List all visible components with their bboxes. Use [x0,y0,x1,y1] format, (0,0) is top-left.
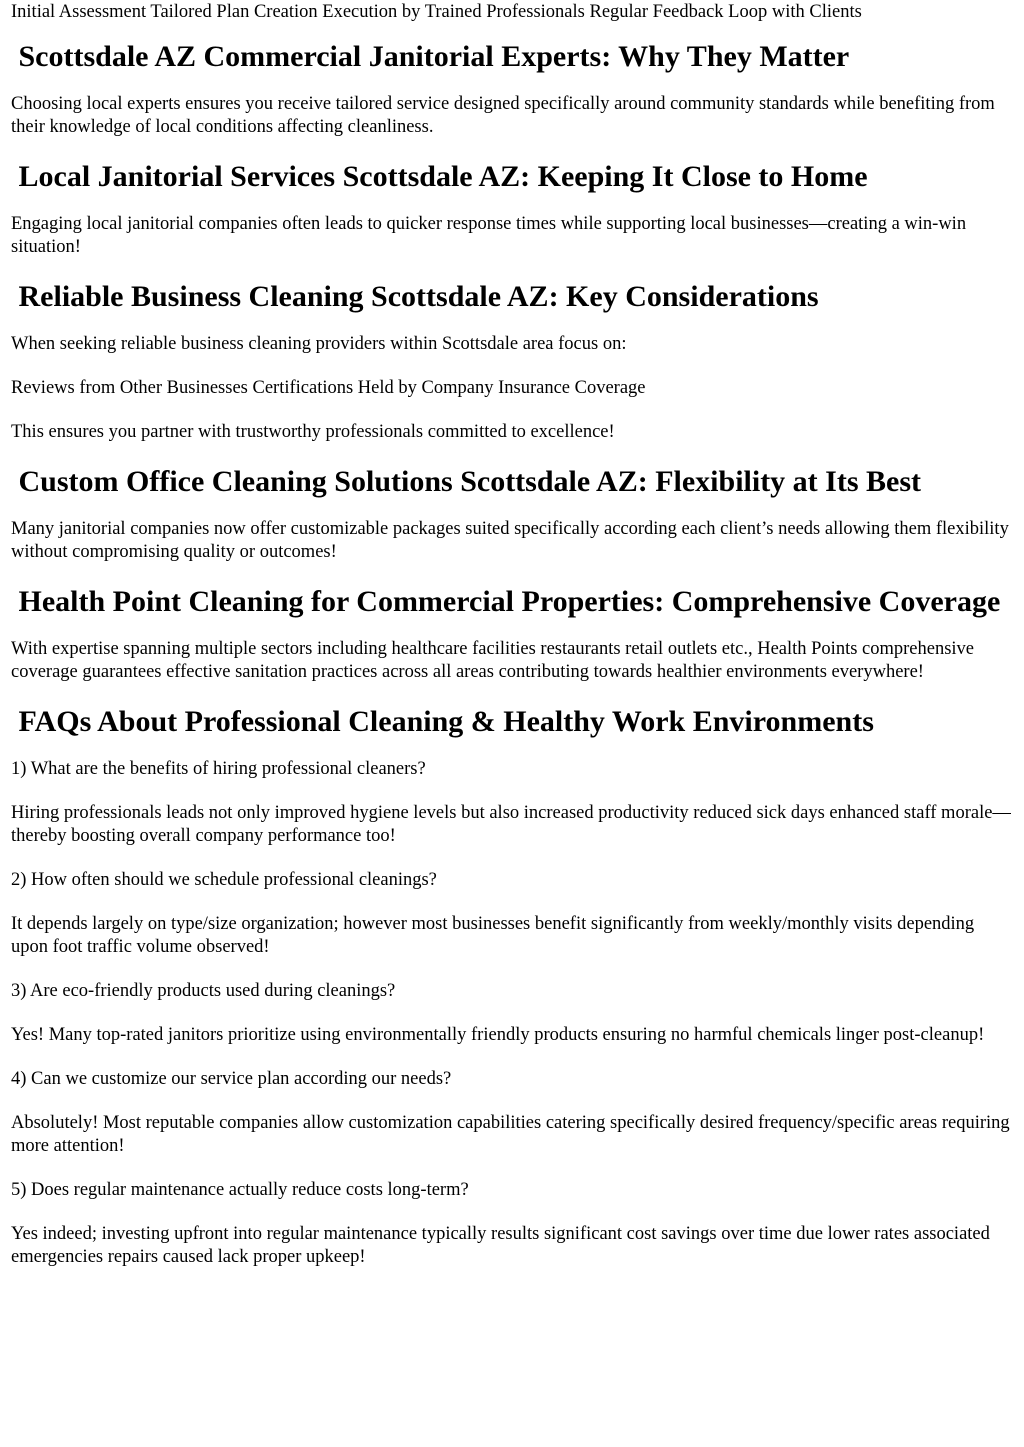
section-paragraph: Engaging local janitorial companies often leads to quicker response times while supporting local businesses—creating a win-win situation! [11,214,967,257]
section-heading: Health Point Cleaning for Commercial Properties: Comprehensive Coverage [11,585,1001,618]
faq-answer: Hiring professionals leads not only improved hygiene levels but also increased productivity reduced sick days enhanced staff morale—thereby boosting overall company performance too! [11,803,1011,846]
faq-answer: Absolutely! Most reputable companies allow customization capabilities catering specifically desired frequency/specific areas requiring more attention! [11,1113,1010,1156]
section-paragraph: This ensures you partner with trustworthy professionals committed to excellence! [11,422,615,442]
section-heading: Reliable Business Cleaning Scottsdale AZ: Key Considerations [11,280,819,313]
section-heading: Custom Office Cleaning Solutions Scottsdale AZ: Flexibility at Its Best [11,465,922,498]
section-heading: Scottsdale AZ Commercial Janitorial Experts: Why They Matter [11,40,850,73]
section-heading: Local Janitorial Services Scottsdale AZ: Keeping It Close to Home [11,160,868,193]
section-paragraph: When seeking reliable business cleaning providers within Scottsdale area focus on: [11,334,627,354]
faq-answer: It depends largely on type/size organization; however most businesses benefit significantly from weekly/monthly visits depending upon foot traffic volume observed! [11,914,975,957]
section-paragraph: Reviews from Other Businesses Certifications Held by Company Insurance Coverage [11,378,646,398]
faq-question: 5) Does regular maintenance actually reduce costs long-term? [11,1180,469,1200]
faq-answer: Yes! Many top-rated janitors prioritize using environmentally friendly products ensuring no harmful chemicals linger post-cleanup! [11,1025,985,1045]
faq-answer: Yes indeed; investing upfront into regular maintenance typically results significant cost savings over time due lower rates associated emergencies repairs caused lack proper upkeep! [11,1224,990,1267]
section-paragraph: Choosing local experts ensures you receive tailored service designed specifically around community standards while benefiting from their knowledge of local conditions affecting cleanliness. [11,94,995,137]
faq-question: 4) Can we customize our service plan according our needs? [11,1069,452,1089]
section-paragraph: With expertise spanning multiple sectors including healthcare facilities restaurants retail outlets etc., Health Points comprehensive coverage guarantees effective sanitation practices across all areas contributing towards healthier environments everywhere! [11,639,975,682]
intro-text: Initial Assessment Tailored Plan Creation Execution by Trained Professionals Regular Feedback Loop with Clients [11,2,862,22]
faq-question: 1) What are the benefits of hiring professional cleaners? [11,759,426,779]
article [0,1,1024,1269]
faq-question: 2) How often should we schedule professional cleanings? [11,870,437,890]
section-paragraph: Many janitorial companies now offer customizable packages suited specifically according each client’s needs allowing them flexibility without compromising quality or outcomes! [11,519,1009,562]
faq-question: 3) Are eco-friendly products used during cleanings? [11,981,396,1001]
faq-heading: FAQs About Professional Cleaning & Healthy Work Environments [11,705,874,738]
